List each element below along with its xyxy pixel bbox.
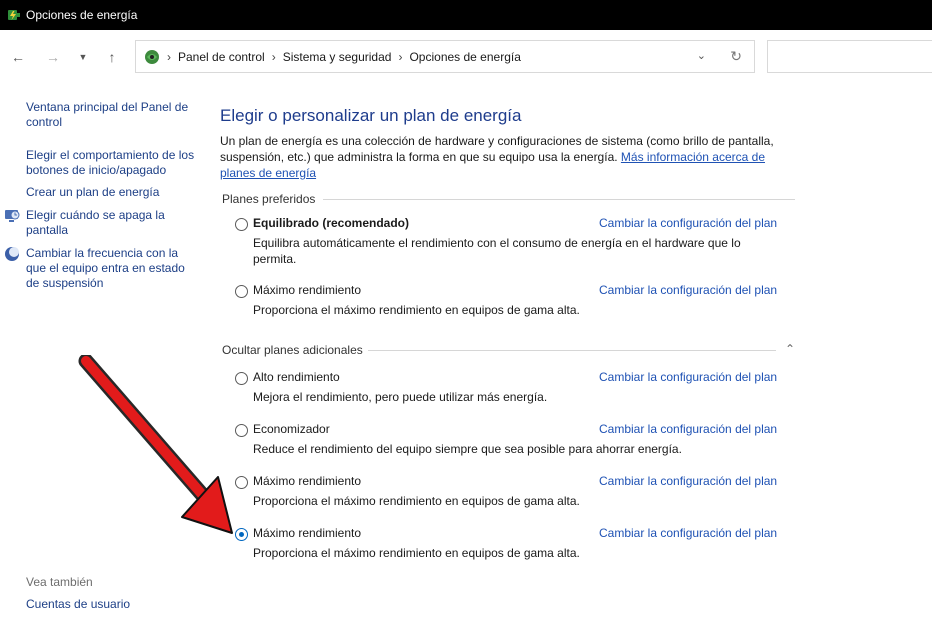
window-title: Opciones de energía bbox=[26, 8, 138, 22]
change-plan-settings-link[interactable]: Cambiar la configuración del plan bbox=[599, 474, 778, 488]
back-arrow-icon[interactable]: ← bbox=[11, 49, 25, 65]
plan-name[interactable]: Máximo rendimiento bbox=[253, 283, 362, 297]
link-display-off-time[interactable]: Elegir cuándo se apaga la pantalla bbox=[26, 208, 165, 237]
title-bar bbox=[0, 0, 932, 30]
plan-radio[interactable] bbox=[235, 218, 248, 231]
link-control-panel-home[interactable]: Ventana principal del Panel de control bbox=[26, 100, 189, 129]
change-plan-settings-link[interactable]: Cambiar la configuración del plan bbox=[599, 370, 778, 384]
link-create-power-plan[interactable]: Crear un plan de energía bbox=[26, 185, 160, 199]
breadcrumb-chevron-icon[interactable]: › bbox=[398, 49, 403, 64]
link-power-buttons-behavior[interactable]: Elegir el comportamiento de los botones de inicio/apagado bbox=[26, 148, 195, 177]
page-title: Elegir o personalizar un plan de energía bbox=[220, 106, 522, 125]
refresh-icon[interactable]: ↻ bbox=[730, 48, 742, 64]
plan-name[interactable]: Economizador bbox=[253, 422, 330, 436]
search-input[interactable] bbox=[767, 40, 932, 73]
preferred-plans-header: Planes preferidos bbox=[222, 192, 316, 206]
power-options-icon bbox=[6, 7, 22, 23]
change-plan-settings-link[interactable]: Cambiar la configuración del plan bbox=[599, 216, 778, 230]
plan-description: Equilibra automáticamente el rendimiento con el consumo de energía en el hardware que lo permita. bbox=[253, 236, 741, 266]
see-also-label: Vea también bbox=[26, 575, 93, 589]
red-annotation-arrow-icon bbox=[78, 355, 258, 545]
additional-plans-header[interactable]: Ocultar planes adicionales bbox=[222, 343, 363, 357]
breadcrumb-power-options[interactable]: Opciones de energía bbox=[409, 49, 521, 64]
plan-description: Proporciona el máximo rendimiento en equipos de gama alta. bbox=[253, 546, 580, 560]
learn-more-link[interactable]: Más información acerca de planes de energía bbox=[220, 150, 765, 180]
change-plan-settings-link[interactable]: Cambiar la configuración del plan bbox=[599, 526, 778, 540]
collapse-chevron-up-icon[interactable]: ⌃ bbox=[785, 342, 796, 356]
address-bar[interactable] bbox=[135, 40, 755, 73]
plan-description: Reduce el rendimiento del equipo siempre que sea posible para ahorrar energía. bbox=[253, 442, 682, 456]
navigation-bar bbox=[0, 30, 932, 84]
section-divider bbox=[323, 199, 795, 200]
intro-text: Un plan de energía es una colección de hardware y configuraciones de sistema (como brillo de pantalla, suspensión, etc.) que administra la forma en que su equipo usa la energía. bbox=[220, 134, 774, 164]
main-content bbox=[220, 84, 932, 622]
link-user-accounts[interactable]: Cuentas de usuario bbox=[26, 597, 131, 611]
plan-name[interactable]: Máximo rendimiento bbox=[253, 526, 362, 540]
sleep-moon-icon bbox=[4, 246, 20, 262]
breadcrumb-control-panel[interactable]: Panel de control bbox=[178, 49, 265, 64]
recent-locations-chevron-icon[interactable]: ▼ bbox=[78, 52, 88, 62]
change-plan-settings-link[interactable]: Cambiar la configuración del plan bbox=[599, 422, 778, 436]
section-divider bbox=[368, 350, 776, 351]
change-plan-settings-link[interactable]: Cambiar la configuración del plan bbox=[599, 283, 778, 297]
breadcrumb-chevron-icon[interactable]: › bbox=[271, 49, 276, 64]
plan-description: Proporciona el máximo rendimiento en equipos de gama alta. bbox=[253, 303, 580, 317]
plan-description: Proporciona el máximo rendimiento en equipos de gama alta. bbox=[253, 494, 580, 508]
up-arrow-icon[interactable]: ↑ bbox=[108, 49, 116, 65]
breadcrumb-system-security[interactable]: Sistema y seguridad bbox=[282, 49, 392, 64]
control-panel-icon bbox=[143, 48, 161, 66]
plan-description: Mejora el rendimiento, pero puede utilizar más energía. bbox=[253, 390, 548, 404]
plan-name[interactable]: Alto rendimiento bbox=[253, 370, 340, 384]
plan-name[interactable]: Equilibrado (recomendado) bbox=[253, 216, 410, 230]
address-dropdown-chevron-icon[interactable]: ⌄ bbox=[696, 50, 706, 62]
link-sleep-frequency[interactable]: Cambiar la frecuencia con la que el equipo entra en estado de suspensión bbox=[26, 246, 185, 290]
intro-paragraph bbox=[220, 133, 800, 181]
plan-radio[interactable] bbox=[235, 285, 248, 298]
plan-name[interactable]: Máximo rendimiento bbox=[253, 474, 362, 488]
display-off-icon bbox=[4, 208, 20, 224]
forward-arrow-icon[interactable]: → bbox=[46, 49, 60, 65]
breadcrumb-root-chevron-icon[interactable]: › bbox=[167, 49, 171, 64]
